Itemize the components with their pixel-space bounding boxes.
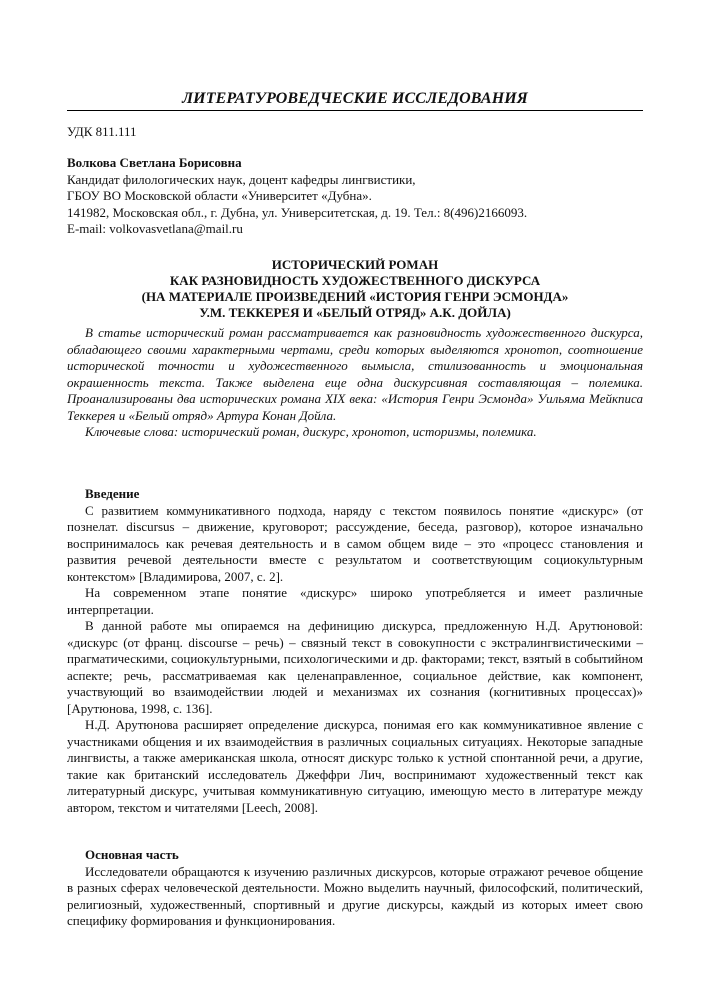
- paragraph: Исследователи обращаются к изучению различных дискурсов, которые отражают речевое общение в разных сферах человеческой деятельности. Можно выделить научный, философский, политический, религиозный, художественный, спортивный и другие дискурсы, каждый из которых имеет свою специфику формирования и функционирования.: [67, 863, 643, 928]
- title-line: (НА МАТЕРИАЛЕ ПРОИЗВЕДЕНИЙ «ИСТОРИЯ ГЕНРИ ЭСМОНДА»: [141, 289, 569, 304]
- main-section: [67, 847, 643, 930]
- main-heading: Основная часть: [85, 847, 179, 862]
- abstract: [67, 325, 643, 441]
- author-address-line: 141982, Московская обл., г. Дубна, ул. Университетская, д. 19. Тел.: 8(496)2166093.: [67, 204, 528, 220]
- heading-rule: [67, 110, 643, 111]
- udk-code: УДК 811.111: [67, 124, 137, 139]
- author-affiliation-line: Кандидат филологических наук, доцент кафедры лингвистики,: [67, 171, 416, 187]
- author-block: [67, 155, 643, 238]
- author-name: Волкова Светлана Борисовна: [67, 155, 242, 170]
- author-email: E-mail: volkovasvetlana@mail.ru: [67, 221, 243, 236]
- abstract-text: В статье исторический роман рассматривается как разновидность художественного дискурса, обладающего своими характерными чертами, среди которых выделяются хронотоп, соотношение исторической точности и художественного вымысла, стилизованность и эмоциональная окрашенность текста. Также выделена еще одна дискурсивная составляющая – полемика. Проанализированы два исторических романа XIX века: «История Генри Эсмонда» Уильяма Мейкписа Теккерея и «Белый отряд» Артура Конан Дойла.: [67, 325, 643, 423]
- title-line: У.М. ТЕККЕРЕЯ И «БЕЛЫЙ ОТРЯД» А.К. ДОЙЛА): [199, 305, 511, 320]
- author-affiliation-line: ГБОУ ВО Московской области «Университет «Дубна».: [67, 188, 372, 203]
- paragraph: В данной работе мы опираемся на дефиницию дискурса, предложенную Н.Д. Арутюновой: «дискурс (от франц. discourse – речь) – связный текст в совокупности с экстралингвистическими – прагматическими, социокультурными, психологическими и др. факторами; текст, взятый в событийном аспекте; речь, рассматриваемая как целенаправленное, социальное действие, как компонент, участвующий во взаимодействии людей и механизмах их сознания (когнитивных процессах)» [Арутюнова, 1998, с. 136].: [67, 618, 643, 716]
- paragraph: На современном этапе понятие «дискурс» широко употребляется и имеет различные интерпретации.: [67, 585, 643, 617]
- journal-section-heading: ЛИТЕРАТУРОВЕДЧЕСКИЕ ИССЛЕДОВАНИЯ: [182, 90, 528, 107]
- title-line: ИСТОРИЧЕСКИЙ РОМАН: [271, 257, 439, 272]
- paragraph: С развитием коммуникативного подхода, наряду с текстом появилось понятие «дискурс» (от познелат. discursus – движение, круговорот; рассуждение, беседа, разговор), которое изначально воспринималось как речевая деятельность и в самом общем виде – это «процесс становления и развития речевой деятельности вместе с результатом и соответствующим социокультурным контекстом» [Владимирова, 2007, с. 2].: [67, 502, 643, 584]
- keywords: Ключевые слова: исторический роман, дискурс, хронотоп, историзмы, полемика.: [85, 424, 537, 439]
- article-title: [67, 257, 643, 321]
- paragraph: Н.Д. Арутюнова расширяет определение дискурса, понимая его как коммуникативное явление с участниками общения и их взаимодействия в различных социальных ситуациях. Некоторые западные лингвисты, а также американская школа, относят дискурс только к устной спонтанной речи, а другие, такие как британский исследователь Джеффри Лич, воспринимают художественный текст как литературный дискурс, учитывая коммуникативную ситуацию, имеющую место в литературе между автором, текстом и читателями [Leech, 2008].: [67, 717, 643, 815]
- introduction-heading: Введение: [85, 486, 140, 501]
- introduction-section: [67, 486, 643, 816]
- title-line: КАК РАЗНОВИДНОСТЬ ХУДОЖЕСТВЕННОГО ДИСКУРСА: [169, 273, 541, 288]
